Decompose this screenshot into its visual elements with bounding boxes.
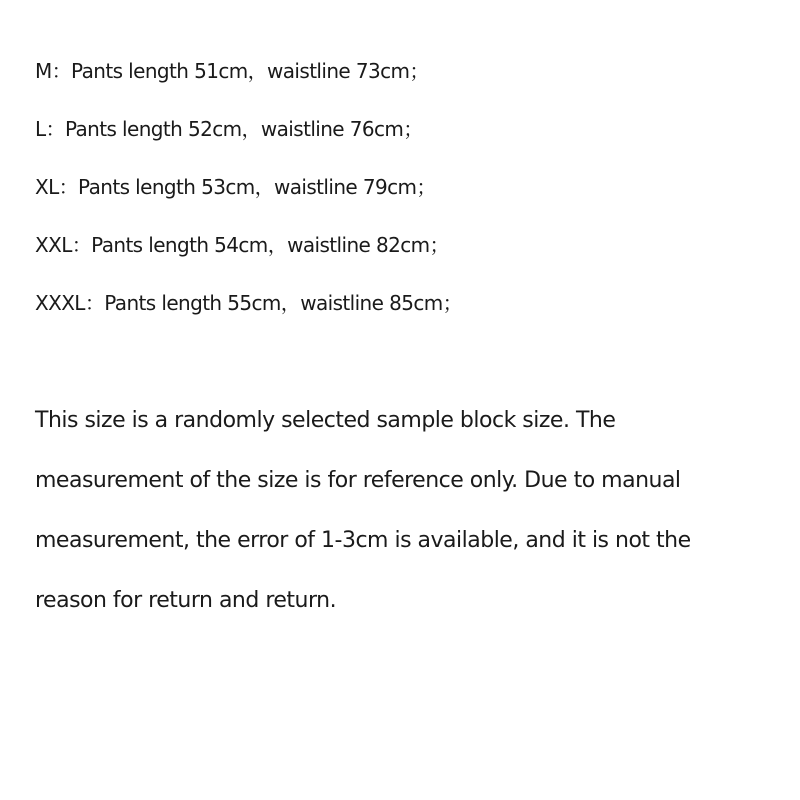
disclaimer-line: reason for return and return. — [35, 588, 337, 613]
disclaimer-line: measurement of the size is for reference only. Due to manual — [35, 468, 681, 493]
size-row-xxl: XXL：Pants length 54cm，waistline 82cm； — [35, 233, 449, 257]
size-row-xl: XL：Pants length 53cm，waistline 79cm； — [35, 175, 436, 199]
size-row-m: M：Pants length 51cm，waistline 73cm； — [35, 59, 429, 83]
disclaimer-line: measurement, the error of 1-3cm is available, and it is not the — [35, 528, 691, 553]
size-row-xxxl: XXXL：Pants length 55cm，waistline 85cm； — [35, 291, 463, 315]
size-row-l: L：Pants length 52cm，waistline 76cm； — [35, 117, 423, 141]
measurement-disclaimer — [35, 406, 795, 646]
size-chart-list — [35, 57, 462, 347]
disclaimer-line: This size is a randomly selected sample block size. The — [35, 408, 616, 433]
